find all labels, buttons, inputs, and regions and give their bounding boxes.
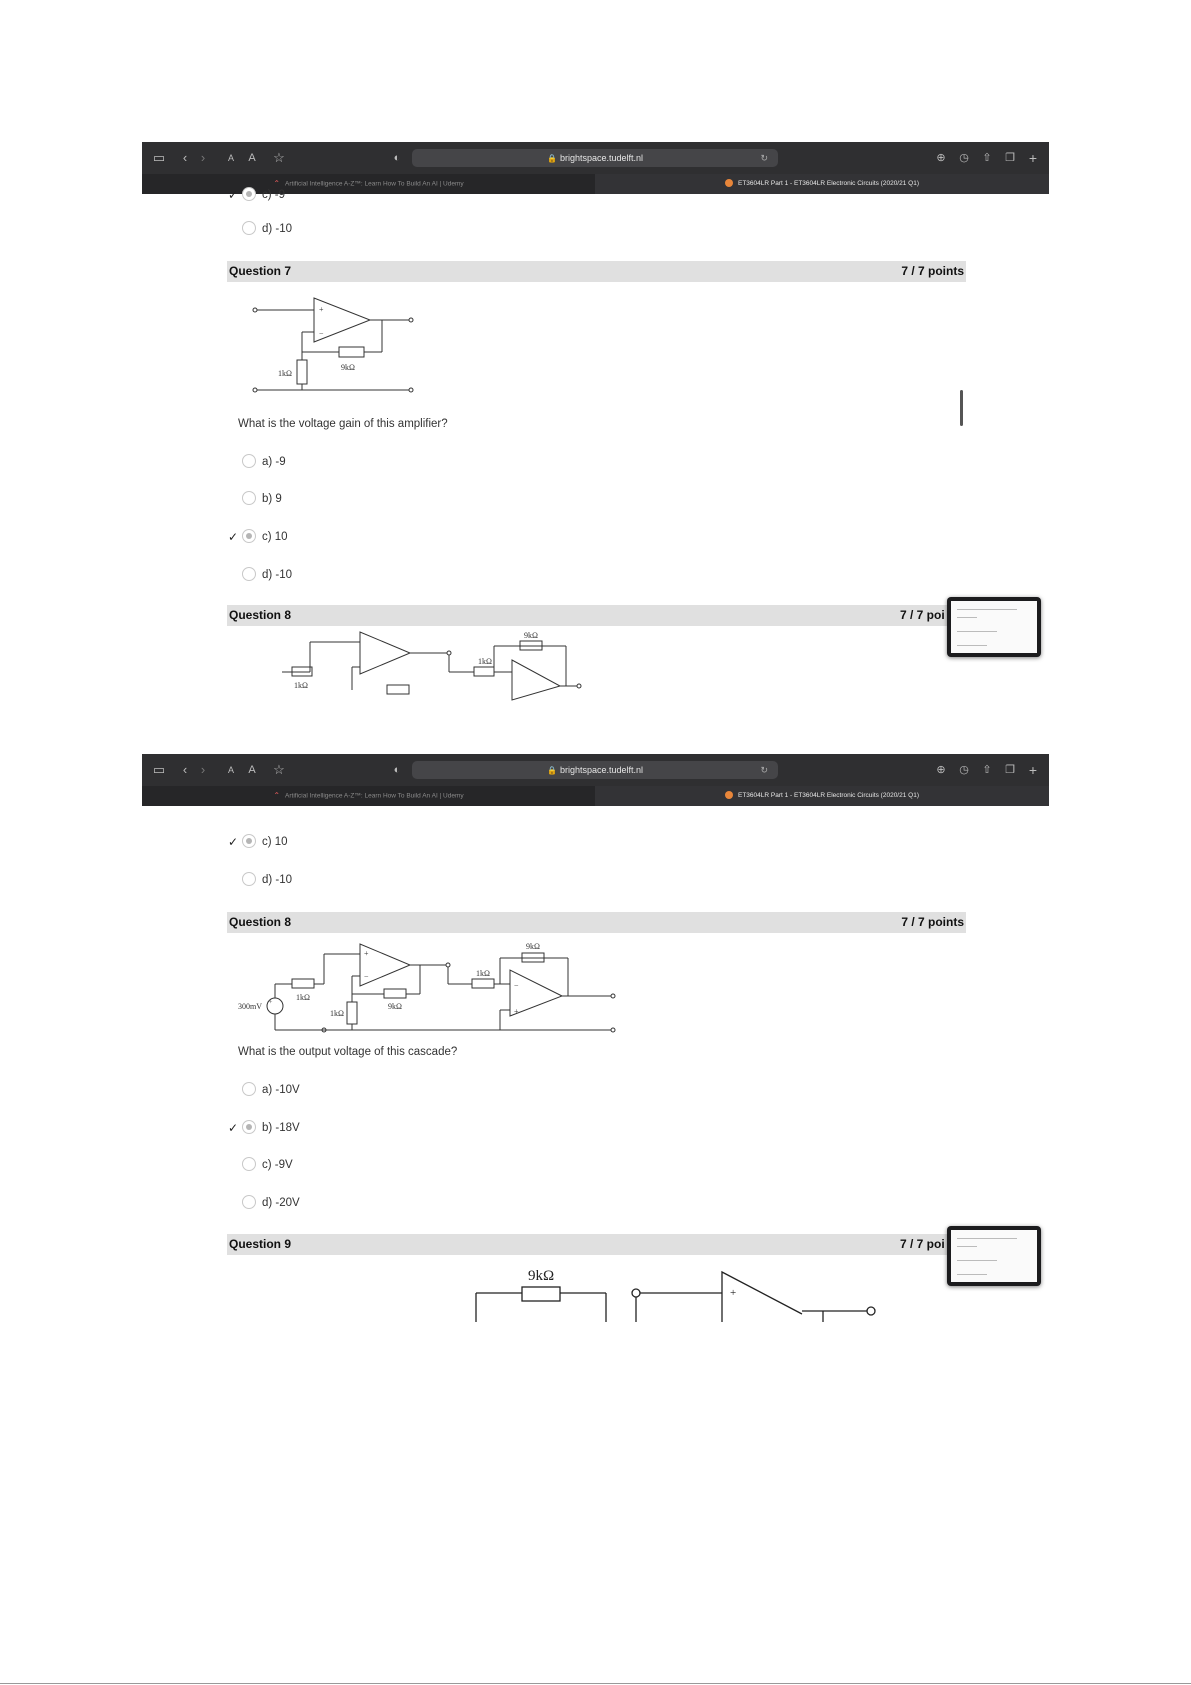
tab-brightspace[interactable] <box>595 174 1049 194</box>
udemy-favicon-icon: ⌃ <box>273 179 281 188</box>
lock-icon: 🔒 <box>546 154 557 163</box>
star-icon[interactable]: ☆ <box>273 150 285 165</box>
url-text: brightspace.tudelft.nl <box>559 765 644 775</box>
option-label: c) 10 <box>262 531 288 543</box>
text-smaller-icon[interactable]: A <box>227 765 234 775</box>
question-title: Question 9 <box>229 1237 292 1251</box>
radio-button[interactable] <box>242 1120 256 1134</box>
back-icon[interactable]: ‹ <box>182 762 188 777</box>
plus-label: + <box>730 1287 737 1299</box>
resistor-9k-label: 9kΩ <box>524 631 538 640</box>
resistor-9k-label: 9kΩ <box>341 363 355 372</box>
question-header <box>227 605 966 626</box>
screenshot-2 <box>142 754 1049 1322</box>
resistor-9k-feedback-label: 9kΩ <box>526 942 540 951</box>
resistor-1k-input-label: 1kΩ <box>294 681 308 690</box>
plus-label: + <box>319 305 324 314</box>
lock-icon: 🔒 <box>546 766 557 775</box>
tab-bar <box>142 786 1049 806</box>
radio-button[interactable] <box>242 529 256 543</box>
radio-button[interactable] <box>242 872 256 886</box>
text-smaller-icon[interactable]: A <box>227 153 234 163</box>
download-icon[interactable]: ⊕ <box>936 764 946 776</box>
radio-button[interactable] <box>242 567 256 581</box>
sidebar-icon[interactable]: ▭ <box>152 150 166 165</box>
question-header <box>227 1234 966 1255</box>
browser-toolbar <box>142 142 1049 174</box>
radio-button[interactable] <box>242 491 256 505</box>
scrollbar[interactable] <box>960 390 963 426</box>
source-plus: + <box>269 1000 273 1006</box>
brightspace-favicon-icon <box>725 179 733 187</box>
option-label: c) -9 <box>262 189 285 201</box>
check-icon: ✓ <box>228 1121 239 1135</box>
forward-icon[interactable]: › <box>200 762 206 777</box>
tab-brightspace[interactable] <box>595 786 1049 806</box>
option-label: c) -9V <box>262 1159 293 1171</box>
check-icon: ✓ <box>228 530 239 544</box>
radio-button[interactable] <box>242 221 256 235</box>
option-label: d) -10 <box>262 874 293 886</box>
option-label: d) -10 <box>262 569 293 581</box>
tab-udemy[interactable] <box>142 174 595 194</box>
resistor-9k-label: 9kΩ <box>528 1268 555 1284</box>
reload-icon[interactable]: ↻ <box>760 765 768 775</box>
question-points: 7 / 7 points <box>901 264 964 278</box>
q8-circuit-diagram-partial <box>242 630 582 702</box>
source-voltage-label: 300mV <box>238 1002 262 1011</box>
check-icon: ✓ <box>228 188 239 202</box>
video-thumbnail[interactable] <box>947 1226 1041 1286</box>
resistor-1k-mid-label: 1kΩ <box>476 969 490 978</box>
radio-button[interactable] <box>242 834 256 848</box>
forward-icon[interactable]: › <box>200 150 206 165</box>
minus-label: − <box>364 972 369 981</box>
reload-icon[interactable]: ↻ <box>760 153 768 163</box>
tab-label: ET3604LR Part 1 - ET3604LR Electronic Circuits (2020/21 Q1) <box>737 792 919 799</box>
q9-circuit-diagram-partial <box>472 1259 892 1322</box>
question-text: What is the voltage gain of this amplifier? <box>238 418 448 430</box>
minus-label: − <box>319 329 324 338</box>
share-icon[interactable]: ⇧ <box>982 764 992 776</box>
video-thumbnail[interactable] <box>947 597 1041 657</box>
question-title: Question 8 <box>229 608 292 622</box>
new-tab-icon[interactable]: + <box>1028 762 1038 778</box>
address-bar[interactable] <box>412 761 778 779</box>
resistor-1k-ground-label: 1kΩ <box>330 1009 344 1018</box>
brightspace-favicon-icon <box>725 791 733 799</box>
star-icon[interactable]: ☆ <box>273 762 285 777</box>
option-label: c) 10 <box>262 836 288 848</box>
screenshot-1 <box>142 142 1049 709</box>
history-icon[interactable]: ◷ <box>959 764 969 776</box>
new-tab-icon[interactable]: + <box>1028 150 1038 166</box>
question-points: 7 / 7 poi <box>900 608 945 622</box>
q8-circuit-diagram <box>238 938 618 1038</box>
question-title: Question 7 <box>229 264 292 278</box>
tabs-icon[interactable]: ❐ <box>1005 764 1015 776</box>
minus-label-2: − <box>514 981 519 990</box>
plus-label-2: + <box>514 1007 519 1016</box>
radio-button[interactable] <box>242 1157 256 1171</box>
question-header <box>227 912 966 933</box>
quiz-content <box>142 188 1049 709</box>
option-label: b) 9 <box>262 493 282 505</box>
text-larger-icon[interactable]: A <box>248 764 256 776</box>
radio-button[interactable] <box>242 1195 256 1209</box>
question-points: 7 / 7 poi <box>900 1237 945 1251</box>
question-title: Question 8 <box>229 915 292 929</box>
browser-toolbar <box>142 754 1049 786</box>
text-larger-icon[interactable]: A <box>248 152 256 164</box>
radio-button[interactable] <box>242 187 256 201</box>
check-icon: ✓ <box>228 835 239 849</box>
shield-icon[interactable]: ◐ <box>393 764 401 776</box>
sidebar-icon[interactable]: ▭ <box>152 762 166 777</box>
download-icon[interactable]: ⊕ <box>936 152 946 164</box>
shield-icon[interactable]: ◐ <box>393 152 401 164</box>
tabs-icon[interactable]: ❐ <box>1005 152 1015 164</box>
option-label: d) -20V <box>262 1197 300 1209</box>
option-label: d) -10 <box>262 223 293 235</box>
back-icon[interactable]: ‹ <box>182 150 188 165</box>
quiz-content <box>142 806 1049 1322</box>
share-icon[interactable]: ⇧ <box>982 152 992 164</box>
address-bar[interactable] <box>412 149 778 167</box>
resistor-1k-label: 1kΩ <box>278 369 292 378</box>
option-label: a) -9 <box>262 456 286 468</box>
history-icon[interactable]: ◷ <box>959 152 969 164</box>
plus-label: + <box>364 949 369 958</box>
option-label: a) -10V <box>262 1084 300 1096</box>
resistor-9k-label: 9kΩ <box>388 1002 402 1011</box>
radio-button[interactable] <box>242 454 256 468</box>
resistor-1k-label: 1kΩ <box>478 657 492 666</box>
tab-label: Artificial Intelligence A-Z™: Learn How To Build An AI | Udemy <box>285 792 464 800</box>
udemy-favicon-icon: ⌃ <box>273 791 281 800</box>
question-text: What is the output voltage of this cascade? <box>238 1046 458 1058</box>
page-bottom-rule <box>0 1683 1191 1684</box>
question-header <box>227 261 966 282</box>
question-points: 7 / 7 points <box>901 915 964 929</box>
q7-circuit-diagram <box>252 290 422 400</box>
url-text: brightspace.tudelft.nl <box>559 153 644 163</box>
tab-udemy[interactable] <box>142 786 595 806</box>
resistor-1k-input-label: 1kΩ <box>296 993 310 1002</box>
tab-label: ET3604LR Part 1 - ET3604LR Electronic Circuits (2020/21 Q1) <box>737 180 919 187</box>
radio-button[interactable] <box>242 1082 256 1096</box>
tab-label: Artificial Intelligence A-Z™: Learn How To Build An AI | Udemy <box>285 180 464 188</box>
option-label: b) -18V <box>262 1122 300 1134</box>
